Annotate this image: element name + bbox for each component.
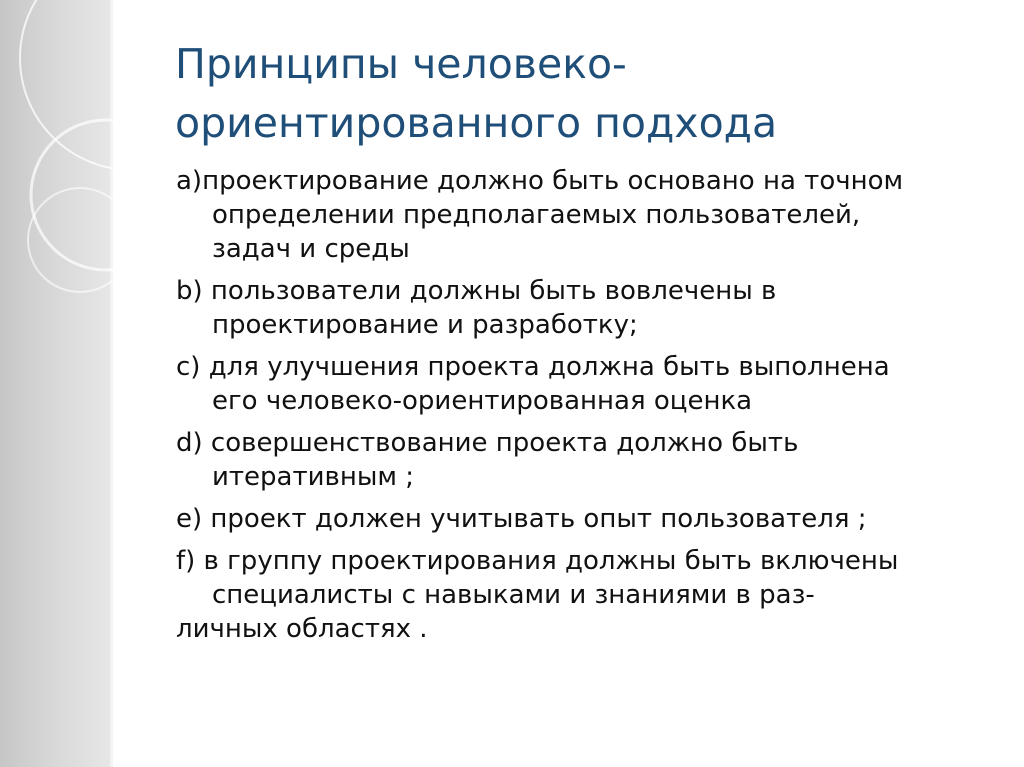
- slide-title-line-2: ориентированного подхода: [175, 99, 778, 147]
- slide-title-line-1: Принципы человеко-: [175, 40, 627, 88]
- principle-line: а)проектирование должно быть основано на точном: [176, 166, 904, 196]
- principle-line: определении предполагаемых пользователей,: [212, 200, 861, 230]
- principle-line: его человеко-ориентированная оценка: [212, 386, 753, 416]
- principle-item-e: [176, 502, 996, 536]
- principle-line: e) проект должен учитывать опыт пользователя ;: [176, 504, 867, 534]
- principle-item-f: [176, 544, 996, 646]
- principle-line: d) совершенствование проекта должно быть: [176, 428, 799, 458]
- decorative-circle-small: [28, 188, 132, 292]
- principle-line: специалисты с навыками и знаниями в раз-: [212, 580, 815, 610]
- principle-line: итеративным ;: [212, 462, 415, 492]
- principle-line: b) пользователи должны быть вовлечены в: [176, 276, 777, 306]
- principle-item-d: [176, 426, 996, 494]
- principle-item-a: [176, 164, 996, 266]
- slide-title: [175, 35, 975, 153]
- principle-line: проектирование и разработку;: [212, 310, 638, 340]
- principle-item-c: [176, 350, 996, 418]
- principle-line: задач и среды: [212, 234, 410, 264]
- principle-item-b: [176, 274, 996, 342]
- principle-line: c) для улучшения проекта должна быть выполнена: [176, 352, 890, 382]
- principles-list: [176, 164, 996, 654]
- principle-line: личных областях .: [176, 614, 428, 644]
- principle-line: f) в группу проектирования должны быть включены: [176, 546, 899, 576]
